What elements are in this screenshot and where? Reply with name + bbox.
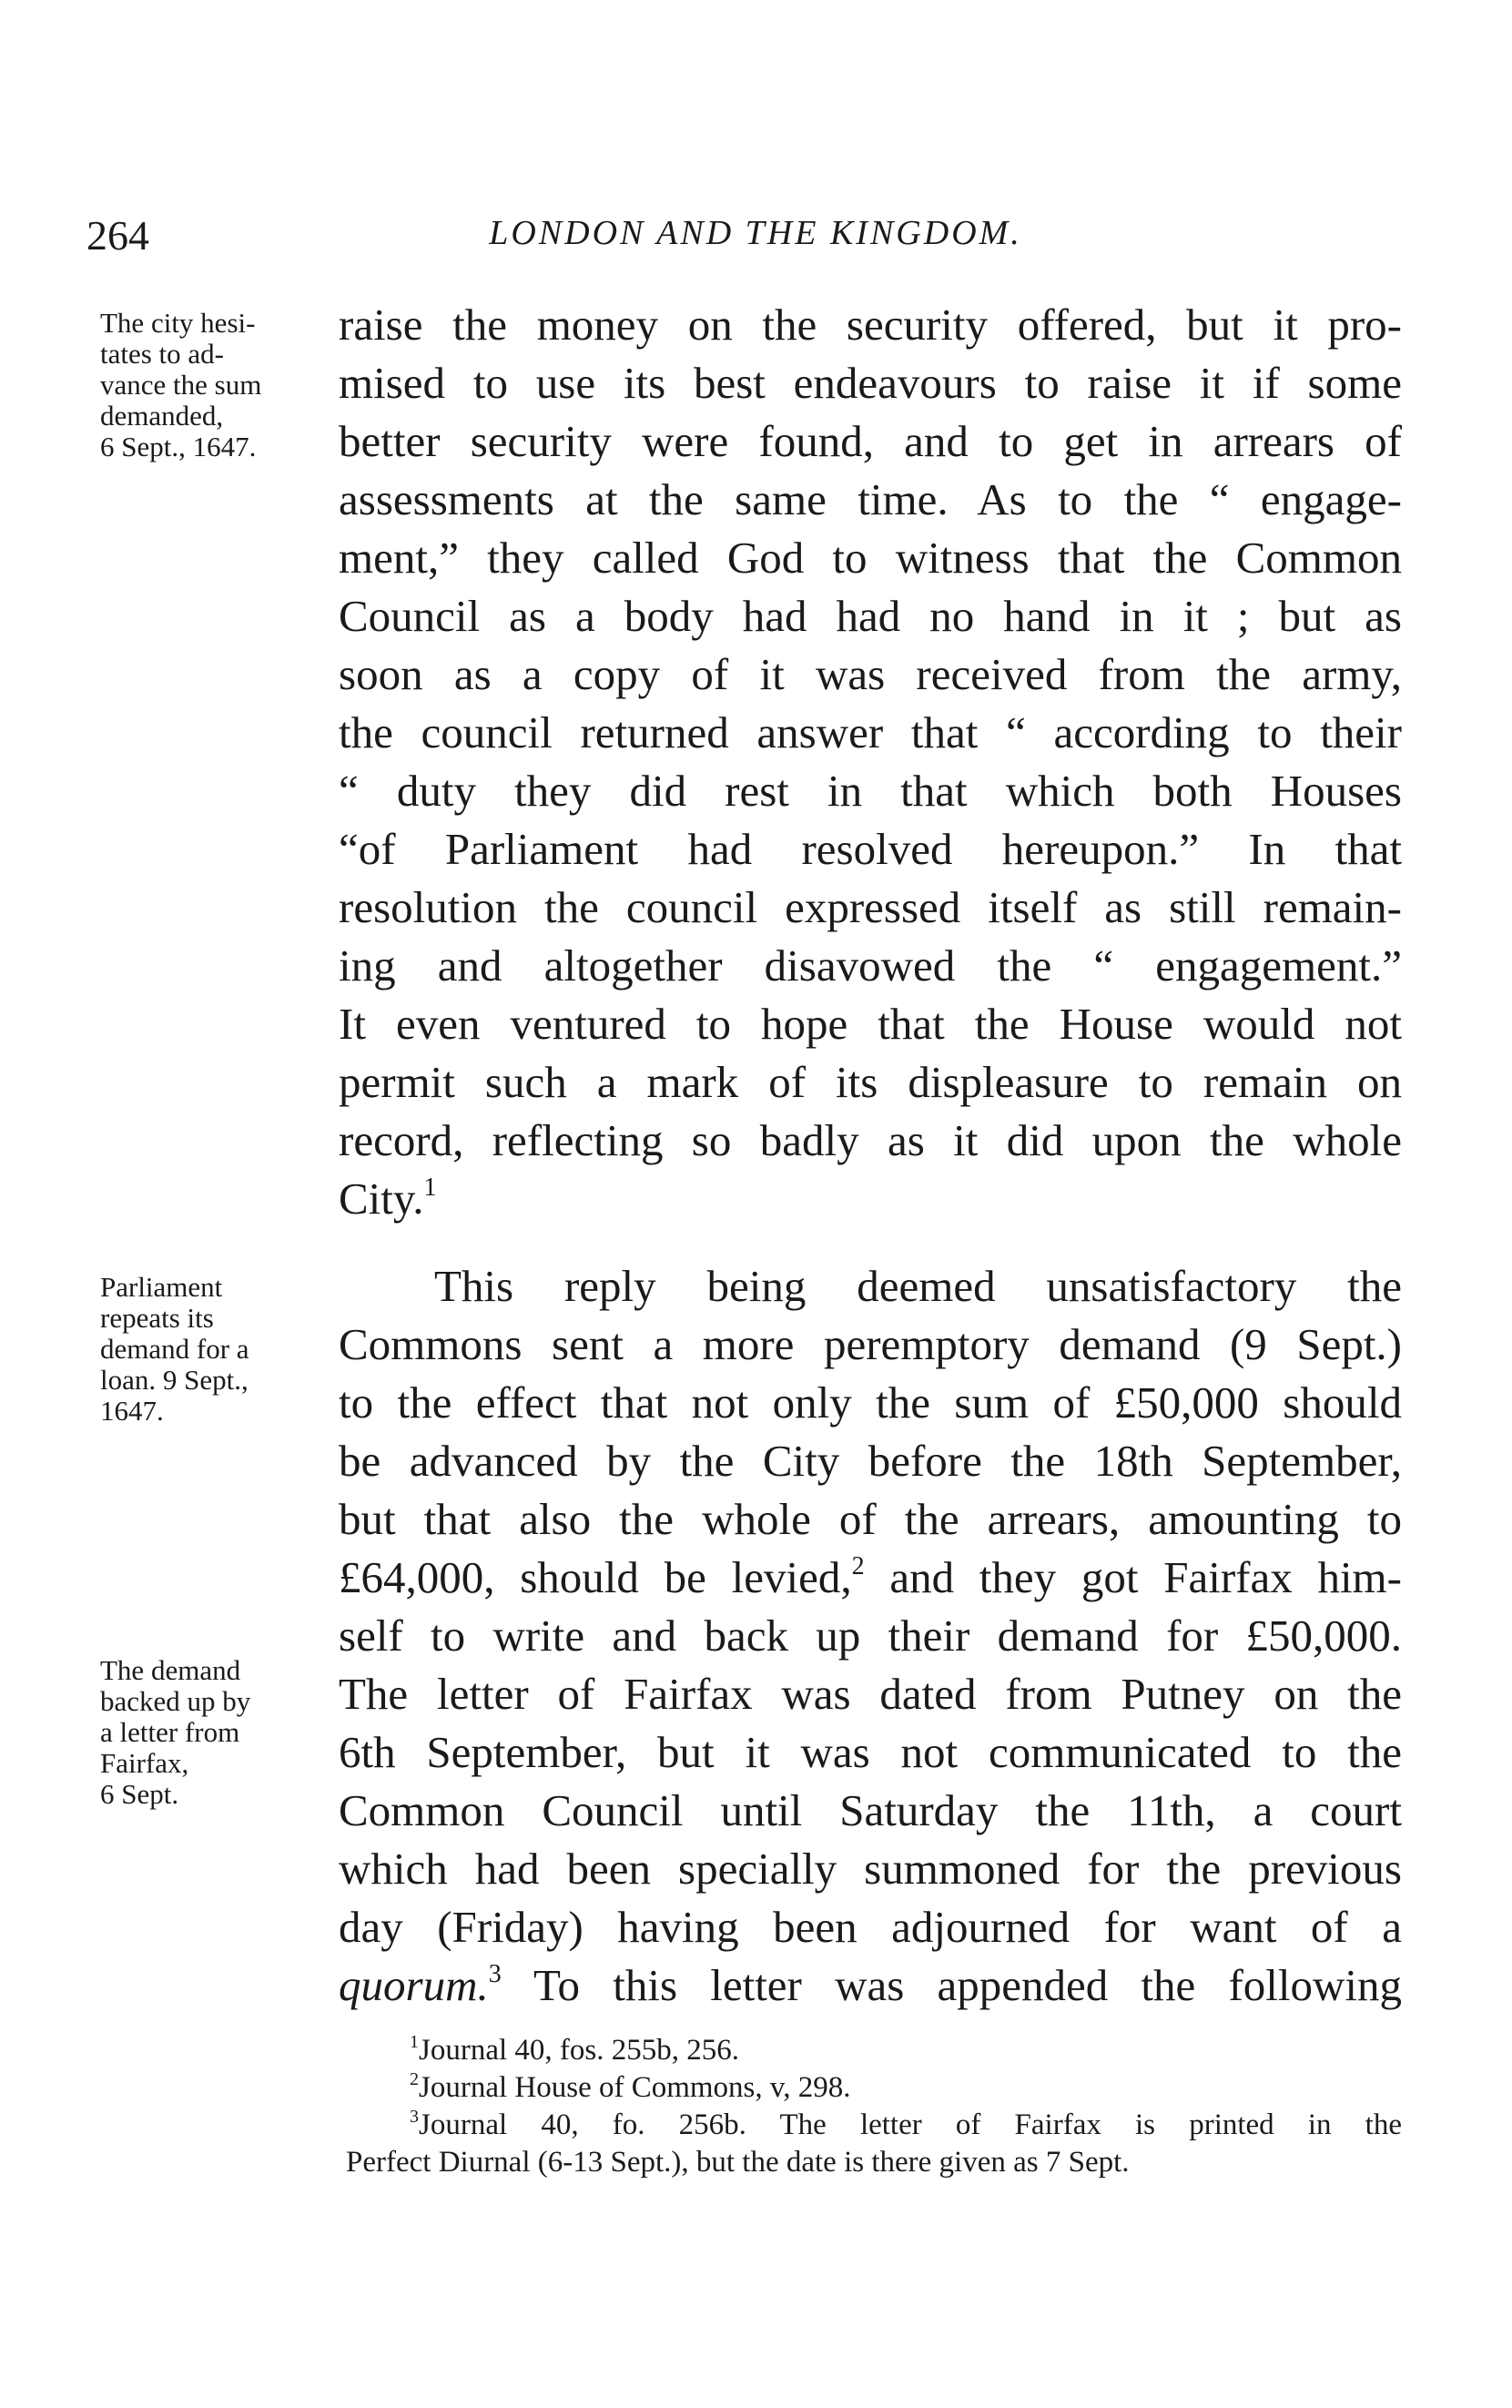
text-line: resolution the council expressed itself as still remain- bbox=[339, 882, 1402, 932]
footnote-ref[interactable]: 1 bbox=[423, 1174, 437, 1202]
text-line bbox=[339, 1170, 1402, 1228]
footnote-1 bbox=[346, 2032, 1402, 2069]
margin-note-line: 1647. bbox=[100, 1395, 164, 1427]
italic-term: quorum. bbox=[339, 1960, 489, 2010]
margin-note-line: backed up by bbox=[100, 1685, 251, 1717]
text-line: ment,” they called God to witness that the Common bbox=[339, 533, 1402, 583]
page-header bbox=[86, 211, 1425, 266]
text-line: day (Friday) having been adjourned for want of a bbox=[339, 1902, 1402, 1952]
margin-note-line: tates to ad- bbox=[100, 338, 225, 370]
text-line: 6th September, but it was not communicated to the bbox=[339, 1727, 1402, 1777]
text-line: soon as a copy of it was received from the army, bbox=[339, 649, 1402, 699]
footnote-3 bbox=[346, 2107, 1402, 2144]
footnote-text: Journal 40, fo. 256b. The letter of Fairfax is printed in the bbox=[419, 2108, 1402, 2141]
margin-note-line: Parliament bbox=[100, 1271, 223, 1303]
paragraph-2 bbox=[339, 1257, 1402, 2015]
margin-note-line: loan. 9 Sept., bbox=[100, 1364, 249, 1396]
footnotes bbox=[346, 2032, 1402, 2181]
footnote-3-continued: Perfect Diurnal (6-13 Sept.), but the date is there given as 7 Sept. bbox=[346, 2146, 1130, 2179]
footnote-text: Journal 40, fos. 255b, 256. bbox=[419, 2034, 739, 2067]
footnote-ref[interactable]: 2 bbox=[851, 1552, 865, 1580]
margin-note-fairfax-letter bbox=[100, 1655, 323, 1810]
text-line: to the effect that not only the sum of £50,000 should bbox=[339, 1377, 1402, 1428]
text-line: ing and altogether disavowed the “ engagement.” bbox=[339, 940, 1402, 991]
text-run: £64,000, should be levied, bbox=[339, 1552, 852, 1602]
margin-note-line: Fairfax, bbox=[100, 1747, 189, 1779]
margin-note-line: 6 Sept. bbox=[100, 1778, 179, 1810]
text-line bbox=[339, 1956, 1402, 2015]
text-line bbox=[339, 1549, 1402, 1607]
margin-note-line: demand for a bbox=[100, 1333, 249, 1365]
margin-note-city-hesitates bbox=[100, 308, 323, 462]
text-line: be advanced by the City before the 18th September, bbox=[339, 1436, 1402, 1486]
footnote-number: 2 bbox=[410, 2069, 419, 2089]
text-line: Commons sent a more peremptory demand (9 Sept.) bbox=[339, 1319, 1402, 1369]
text-line: Council as a body had had no hand in it ; but as bbox=[339, 591, 1402, 641]
footnote-ref[interactable]: 3 bbox=[488, 1960, 502, 1988]
footnote-number: 1 bbox=[410, 2032, 419, 2052]
text-run: City. bbox=[339, 1174, 424, 1224]
margin-note-line: repeats its bbox=[100, 1302, 214, 1334]
text-line: permit such a mark of its displeasure to remain on bbox=[339, 1057, 1402, 1107]
text-run: and they got Fairfax him- bbox=[864, 1552, 1402, 1602]
text-line: record, reflecting so badly as it did upon the whole bbox=[339, 1115, 1402, 1165]
footnote-text: Journal House of Commons, v, 298. bbox=[419, 2071, 851, 2104]
page-number: 264 bbox=[86, 212, 149, 259]
text-line: This reply being deemed unsatisfactory the bbox=[434, 1261, 1402, 1311]
margin-note-line: 6 Sept., 1647. bbox=[100, 431, 257, 462]
margin-note-line: The demand bbox=[100, 1654, 241, 1686]
paragraph-1 bbox=[339, 296, 1402, 1228]
text-line: but that also the whole of the arrears, amounting to bbox=[339, 1494, 1402, 1544]
margin-note-line: vance the sum bbox=[100, 369, 262, 401]
margin-note-line: The city hesi- bbox=[100, 307, 256, 339]
text-line: “of Parliament had resolved hereupon.” In that bbox=[339, 824, 1402, 874]
text-line: better security were found, and to get in arrears of bbox=[339, 416, 1402, 466]
margin-note-line: a letter from bbox=[100, 1716, 240, 1748]
text-line: which had been specially summoned for the previous bbox=[339, 1844, 1402, 1894]
text-line: assessments at the same time. As to the “ engage- bbox=[339, 474, 1402, 524]
text-line: mised to use its best endeavours to raise it if some bbox=[339, 358, 1402, 408]
text-line: The letter of Fairfax was dated from Putney on the bbox=[339, 1669, 1402, 1719]
text-line: the council returned answer that “ according to their bbox=[339, 707, 1402, 757]
margin-note-parliament-repeats bbox=[100, 1272, 323, 1427]
footnote-number: 3 bbox=[410, 2107, 419, 2127]
text-line: Common Council until Saturday the 11th, a court bbox=[339, 1785, 1402, 1835]
margin-note-line: demanded, bbox=[100, 400, 224, 432]
text-line: It even ventured to hope that the House would not bbox=[339, 999, 1402, 1049]
running-head: LONDON AND THE KINGDOM. bbox=[489, 214, 1022, 252]
text-line: “ duty they did rest in that which both Houses bbox=[339, 766, 1402, 816]
text-line: raise the money on the security offered, but it pro- bbox=[339, 300, 1402, 350]
text-line: self to write and back up their demand for £50,000. bbox=[339, 1610, 1402, 1661]
footnote-2 bbox=[346, 2069, 1402, 2107]
text-run: To this letter was appended the following bbox=[501, 1960, 1402, 2010]
